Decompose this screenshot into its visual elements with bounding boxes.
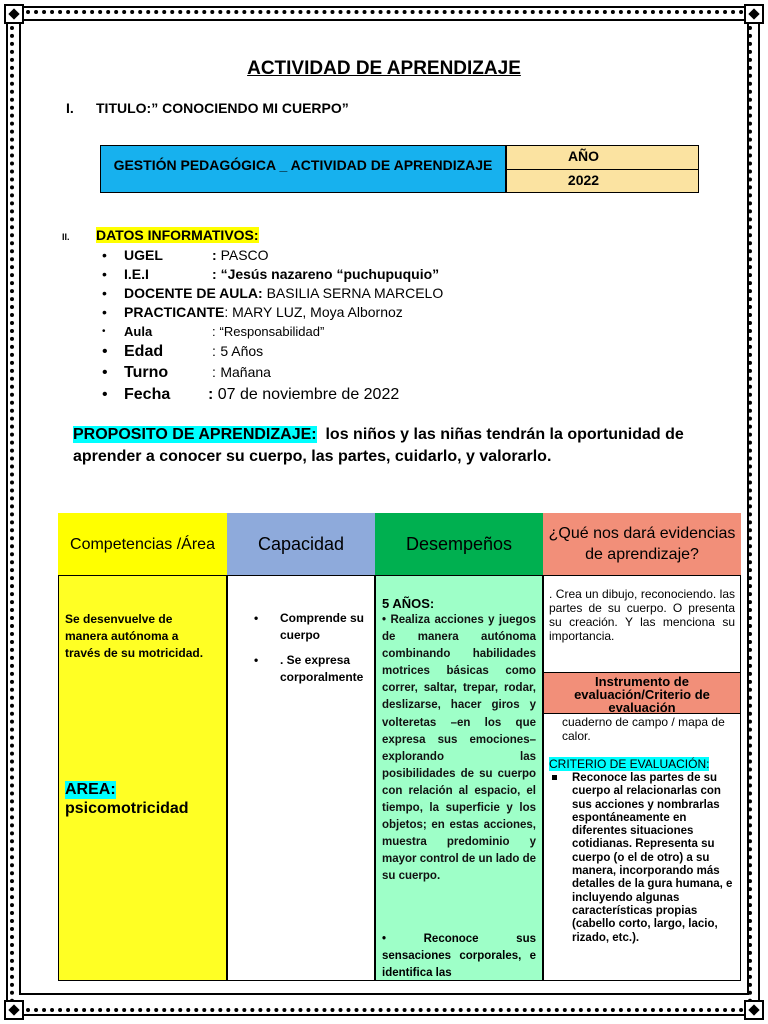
datos-item <box>100 322 443 341</box>
datos-item <box>100 265 443 284</box>
section-number: II. <box>62 232 70 242</box>
titulo-text: TITULO:” CONOCIENDO MI CUERPO” <box>96 100 349 116</box>
criterio-label: CRITERIO DE EVALUACIÓN: <box>549 757 710 771</box>
datos-item <box>100 246 443 265</box>
header-capacidad: Capacidad <box>227 513 375 575</box>
datos-sep: : <box>224 304 229 320</box>
border-corner-ornament <box>4 4 24 24</box>
datos-sep: : <box>208 386 214 403</box>
instrumento-value: cuaderno de campo / mapa de calor. <box>562 715 725 743</box>
datos-value: MARY LUZ, Moya Albornoz <box>232 304 403 320</box>
datos-item <box>100 284 443 303</box>
ano-cell <box>506 145 699 193</box>
datos-sep: : <box>212 343 216 359</box>
datos-item <box>100 341 443 362</box>
datos-value: 07 de noviembre de 2022 <box>217 386 400 403</box>
datos-label: Edad <box>124 343 164 360</box>
datos-value: “Jesús nazareno “puchupuquio” <box>220 266 440 282</box>
datos-label: DOCENTE DE AULA: <box>124 285 263 301</box>
datos-value: 5 Años <box>220 343 264 359</box>
criterio-item <box>552 772 737 945</box>
gestion-cell: GESTIÓN PEDAGÓGICA _ ACTIVIDAD DE APRENDIZAJE <box>100 145 506 193</box>
section-number: I. <box>66 100 74 116</box>
capacidad-list <box>250 610 372 694</box>
datos-label: UGEL <box>124 247 163 263</box>
capacidad-cell <box>227 575 375 981</box>
datos-list <box>100 246 443 407</box>
datos-value: BASILIA SERNA MARCELO <box>266 285 444 301</box>
datos-value: “Responsabilidad” <box>219 324 325 339</box>
document-title: ACTIVIDAD DE APRENDIZAJE <box>247 58 521 79</box>
datos-label: I.E.I <box>124 266 149 282</box>
header-competencias: Competencias /Área <box>58 513 227 575</box>
datos-sep: : <box>212 324 216 339</box>
datos-sep: : <box>212 364 216 380</box>
instrumento-label: Instrumento de evaluación/Criterio de evaluación <box>544 672 740 714</box>
capacidad-item: • Comprende su cuerpo <box>250 610 372 644</box>
desempenos-text: • Realiza acciones y juegos de manera autónoma combinando habilidades motrices básicas como correr, saltar, trepar, rodar, deslizarse, hacer giros y volteretas –en los que expresa sus emociones– explorando las posibilidades de su cuerpo con relación al espacio, el tiempo, la superficie y los objetos; en estas acciones, muestra predominio y mayor control de un lado de su cuerpo. <box>382 614 536 883</box>
datos-item <box>100 303 443 322</box>
header-evidencias: ¿Qué nos dará evidencias de aprendizaje? <box>543 513 741 575</box>
desempenos-text-2: • Reconoce sus sensaciones corporales, e identifica las <box>382 933 536 980</box>
area-value: psicomotricidad <box>65 800 189 817</box>
evidencias-cell <box>543 575 741 981</box>
ano-label: AÑO <box>507 146 698 170</box>
competencias-cell <box>58 575 227 981</box>
datos-value: PASCO <box>220 247 269 263</box>
proposito-paragraph <box>73 424 703 468</box>
desempenos-age: 5 AÑOS: <box>382 596 435 611</box>
border-corner-ornament <box>744 1000 764 1020</box>
titulo-line <box>66 100 349 116</box>
datos-header-text: DATOS INFORMATIVOS: <box>96 227 259 243</box>
square-bullet-icon <box>552 775 557 780</box>
datos-label: PRACTICANTE <box>124 304 225 320</box>
datos-item <box>100 362 443 383</box>
ano-value: 2022 <box>567 172 600 188</box>
datos-header <box>62 227 259 243</box>
proposito-label: PROPOSITO DE APRENDIZAJE: <box>73 426 317 443</box>
desempenos-cell <box>375 575 543 981</box>
header-desempenos: Desempeños <box>375 513 543 575</box>
datos-item <box>100 383 443 407</box>
datos-sep: : <box>212 247 217 263</box>
datos-label: Aula <box>124 324 153 339</box>
datos-sep: : <box>212 266 217 282</box>
datos-value: Mañana <box>220 364 271 380</box>
proposito-text: los niños y las niñas tendrán la oportunidad de aprender a conocer su cuerpo, las partes, cuidarlo, y valorarlo. <box>73 426 684 465</box>
evidencia-text: . Crea un dibujo, reconociendo. las partes de su cuerpo. O presenta su creación. Y las menciona su importancia. <box>549 587 735 643</box>
datos-label: Turno <box>124 364 169 381</box>
competencia-text: Se desenvuelve de manera autónoma a través de su motricidad. <box>65 612 204 660</box>
datos-label: Fecha <box>124 386 171 403</box>
border-corner-ornament <box>744 4 764 24</box>
capacidad-item: • . Se expresa corporalmente <box>250 652 372 686</box>
area-label: AREA: <box>65 781 116 798</box>
criterio-text: Reconoce las partes de su cuerpo al relacionarlas con sus acciones y nombrarlas espontáneamente en diferentes situaciones cotidianas. Representa su cuerpo (o el de otro) a su manera, incorporando más detalles de la gura humana, e incluyendo algunas características propias (cabello corto, largo, lacio, rizado, etc.). <box>572 772 733 944</box>
border-corner-ornament <box>4 1000 24 1020</box>
